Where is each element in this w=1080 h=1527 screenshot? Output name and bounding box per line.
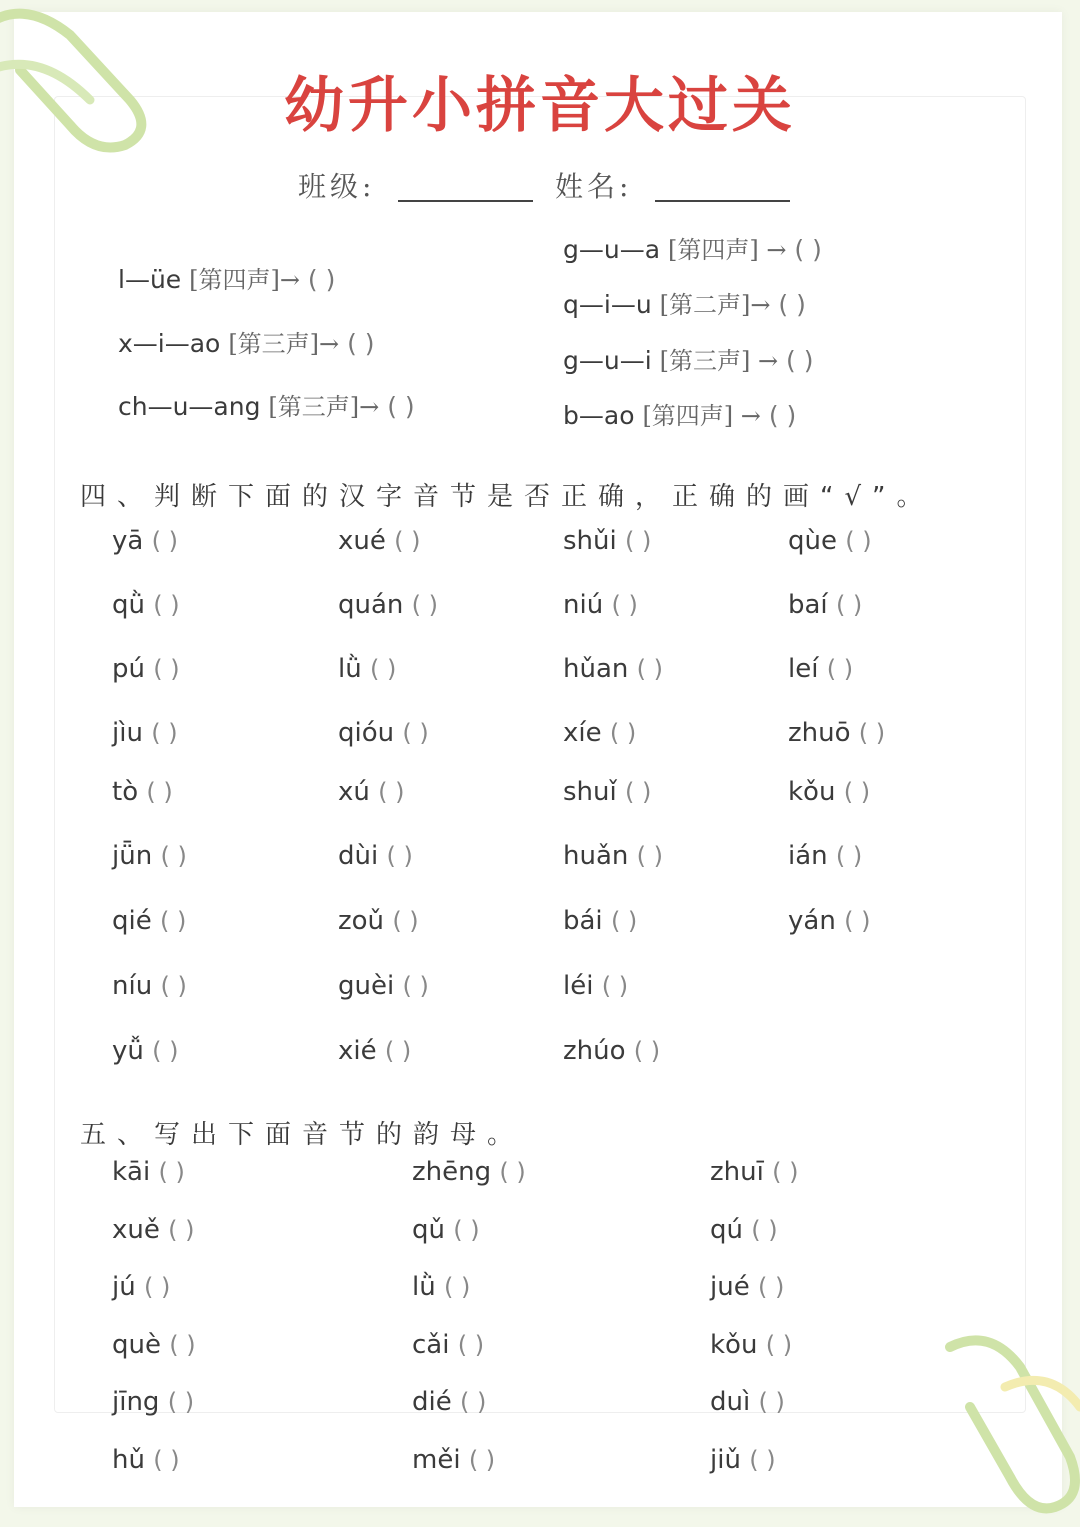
syllable-item	[563, 590, 638, 620]
answer-blank[interactable]: ( )	[844, 907, 871, 935]
name-blank-line	[655, 200, 790, 202]
syllable-item	[112, 906, 186, 936]
syllable-item	[338, 906, 419, 936]
answer-blank[interactable]: ( )	[843, 778, 871, 806]
class-label: 班级:	[298, 170, 376, 203]
answer-blank[interactable]: ( )	[143, 1273, 171, 1301]
syllable-item	[710, 1272, 784, 1302]
syllable-item	[788, 654, 853, 684]
syllable-text: jǖn	[112, 841, 153, 871]
syllable-text: kāi	[112, 1157, 151, 1187]
syllable-item	[710, 1330, 792, 1360]
answer-blank[interactable]: ( )	[636, 842, 663, 870]
spell-item	[118, 387, 415, 422]
answer-blank[interactable]: ( )	[835, 842, 863, 870]
syllable-text: quán	[338, 590, 404, 620]
syllable-text: dié	[412, 1387, 452, 1417]
spell-parts: x—i—ao	[118, 329, 221, 358]
syllable-item	[788, 590, 862, 620]
answer-blank[interactable]: ( )	[835, 591, 863, 619]
syllable-text: niú	[563, 590, 604, 620]
syllable-text: níu	[112, 971, 153, 1001]
answer-blank[interactable]: ( )	[151, 719, 178, 747]
syllable-text: jú	[112, 1272, 136, 1302]
syllable-item	[710, 1215, 778, 1245]
answer-blank[interactable]: ( )	[386, 842, 413, 870]
syllable-item	[112, 526, 178, 556]
syllable-item	[112, 1036, 179, 1066]
syllable-text: shuǐ	[563, 777, 617, 807]
answer-blank[interactable]: ( )	[751, 1216, 778, 1244]
syllable-item	[112, 971, 187, 1001]
answer-blank[interactable]: ( )	[152, 1037, 179, 1065]
spell-parts: g—u—a	[563, 235, 661, 264]
syllable-item	[788, 718, 885, 748]
answer-blank[interactable]: ( )	[402, 972, 429, 1000]
syllable-text: zoǔ	[338, 906, 385, 936]
syllable-item	[563, 841, 663, 871]
answer-blank[interactable]: ( )	[160, 842, 187, 870]
answer-blank[interactable]: ( )	[610, 907, 638, 935]
syllable-item	[710, 1157, 798, 1187]
answer-blank[interactable]: ( )	[160, 972, 187, 1000]
syllable-item	[112, 1157, 185, 1187]
answer-blank[interactable]: ( )	[402, 719, 429, 747]
syllable-item	[412, 1272, 470, 1302]
syllable-item	[412, 1215, 480, 1245]
answer-blank[interactable]: ( )	[369, 655, 397, 683]
syllable-text: qǔ	[412, 1215, 445, 1245]
syllable-text: léi	[563, 971, 594, 1001]
syllable-item	[563, 718, 636, 748]
answer-blank[interactable]: ( )	[153, 591, 180, 619]
syllable-text: jìu	[112, 718, 143, 748]
spell-item	[563, 341, 814, 376]
syllable-text: bái	[563, 906, 603, 936]
syllable-text: xié	[338, 1036, 377, 1066]
syllable-item	[563, 526, 651, 556]
answer-blank[interactable]: ( )	[167, 1388, 195, 1416]
syllable-item	[788, 777, 870, 807]
answer-blank[interactable]: ( )	[499, 1158, 526, 1186]
answer-blank[interactable]: ( )	[625, 527, 652, 555]
answer-blank[interactable]: ( )	[758, 1388, 785, 1416]
answer-blank[interactable]: ( )	[757, 1273, 785, 1301]
answer-blank[interactable]: ( )	[168, 1216, 195, 1244]
tone-label: [第四声] →	[668, 236, 787, 264]
syllable-text: tò	[112, 777, 139, 807]
answer-blank[interactable]: ( )	[772, 1158, 799, 1186]
answer-blank[interactable]: ( )	[392, 907, 419, 935]
syllable-text: qú	[710, 1215, 743, 1245]
syllable-text: xú	[338, 777, 370, 807]
answer-blank[interactable]: ( )	[765, 1331, 793, 1359]
answer-blank[interactable]: ( )	[153, 655, 180, 683]
syllable-text: jīng	[112, 1387, 160, 1417]
answer-blank: ( )	[794, 235, 822, 264]
syllable-item	[412, 1387, 486, 1417]
syllable-text: xíe	[563, 718, 602, 748]
syllable-item	[112, 654, 180, 684]
syllable-item	[338, 777, 405, 807]
syllable-item	[710, 1445, 776, 1475]
answer-blank[interactable]: ( )	[453, 1216, 480, 1244]
syllable-text: cǎi	[412, 1330, 450, 1360]
answer-blank: ( )	[786, 346, 814, 375]
syllable-text: shǔi	[563, 526, 617, 556]
syllable-text: jiǔ	[710, 1445, 741, 1475]
syllable-text: qié	[112, 906, 152, 936]
spell-item	[563, 285, 806, 320]
syllable-item	[338, 971, 429, 1001]
answer-blank: ( )	[768, 401, 797, 430]
syllable-text: qǜ	[112, 590, 145, 620]
syllable-item	[412, 1445, 495, 1475]
syllable-text: huǎn	[563, 841, 629, 871]
answer-blank[interactable]: ( )	[153, 1446, 180, 1474]
syllable-item	[338, 718, 429, 748]
syllable-text: pú	[112, 654, 145, 684]
section-four-heading: 四、判断下面的汉字音节是否正确，正确的画“√”。	[80, 482, 934, 512]
syllable-text: yā	[112, 526, 144, 556]
tone-label: [第四声] →	[642, 402, 761, 430]
tone-label: [第三声]→	[228, 330, 340, 358]
syllable-text: zhuō	[788, 718, 851, 748]
syllable-text: zhēng	[412, 1157, 492, 1187]
answer-blank: ( )	[778, 290, 806, 319]
syllable-item	[112, 1215, 195, 1245]
page-title: 幼升小拼音大过关	[284, 71, 796, 141]
syllable-item	[563, 971, 628, 1001]
syllable-text: baí	[788, 590, 828, 620]
syllable-text: qióu	[338, 718, 395, 748]
syllable-item	[112, 1387, 194, 1417]
answer-blank[interactable]: ( )	[457, 1331, 485, 1359]
spell-parts: q—i—u	[563, 290, 652, 319]
spell-item	[563, 230, 822, 265]
syllable-item	[112, 718, 178, 748]
syllable-text: lǜ	[338, 654, 362, 684]
syllable-text: guèi	[338, 971, 395, 1001]
answer-blank: ( )	[387, 392, 415, 421]
syllable-item	[338, 590, 438, 620]
answer-blank[interactable]: ( )	[633, 1037, 661, 1065]
answer-blank[interactable]: ( )	[609, 719, 637, 747]
syllable-item	[788, 526, 872, 556]
syllable-item	[112, 1330, 196, 1360]
syllable-item	[788, 906, 870, 936]
syllable-text: kǒu	[710, 1330, 758, 1360]
syllable-text: yán	[788, 906, 836, 936]
answer-blank[interactable]: ( )	[636, 655, 663, 683]
syllable-item	[112, 1445, 180, 1475]
syllable-text: zhuī	[710, 1157, 764, 1187]
syllable-text: zhúo	[563, 1036, 626, 1066]
syllable-item	[112, 1272, 170, 1302]
answer-blank[interactable]: ( )	[611, 591, 638, 619]
answer-blank[interactable]: ( )	[384, 1037, 412, 1065]
syllable-text: xué	[338, 526, 386, 556]
spell-parts: b—ao	[563, 401, 635, 430]
syllable-item	[563, 1036, 660, 1066]
syllable-text: ián	[788, 841, 828, 871]
syllable-item	[338, 1036, 411, 1066]
spell-item	[563, 396, 796, 431]
answer-blank[interactable]: ( )	[625, 778, 652, 806]
name-label: 姓名:	[555, 170, 633, 203]
answer-blank[interactable]: ( )	[169, 1331, 196, 1359]
syllable-item	[112, 841, 187, 871]
answer-blank[interactable]: ( )	[443, 1273, 471, 1301]
tone-label: [第三声]→	[268, 393, 380, 421]
syllable-item	[412, 1330, 484, 1360]
spell-parts: ch—u—ang	[118, 392, 261, 421]
class-blank-line	[398, 200, 533, 202]
spell-parts: g—u—i	[563, 346, 652, 375]
answer-blank[interactable]: ( )	[749, 1446, 776, 1474]
answer-blank[interactable]: ( )	[158, 1158, 185, 1186]
syllable-text: hǔ	[112, 1445, 145, 1475]
answer-blank[interactable]: ( )	[858, 719, 886, 747]
answer-blank[interactable]: ( )	[601, 972, 629, 1000]
syllable-item	[563, 906, 637, 936]
answer-blank[interactable]: ( )	[160, 907, 187, 935]
answer-blank[interactable]: ( )	[826, 655, 854, 683]
answer-blank[interactable]: ( )	[411, 591, 439, 619]
answer-blank[interactable]: ( )	[151, 527, 178, 555]
syllable-item	[710, 1387, 785, 1417]
spell-item	[118, 260, 335, 295]
syllable-item	[563, 654, 663, 684]
syllable-text: hǔan	[563, 654, 629, 684]
answer-blank[interactable]: ( )	[468, 1446, 496, 1474]
tone-label: [第三声] →	[659, 347, 779, 375]
answer-blank: ( )	[307, 265, 336, 294]
answer-blank: ( )	[347, 329, 375, 358]
answer-blank[interactable]: ( )	[845, 527, 872, 555]
syllable-text: jué	[710, 1272, 750, 1302]
tone-label: [第四声]→	[189, 266, 300, 294]
syllable-text: měi	[412, 1445, 461, 1475]
syllable-text: yǚ	[112, 1036, 144, 1066]
syllable-item	[112, 590, 180, 620]
syllable-text: què	[112, 1330, 161, 1360]
syllable-item	[563, 777, 651, 807]
answer-blank[interactable]: ( )	[146, 778, 173, 806]
answer-blank[interactable]: ( )	[460, 1388, 487, 1416]
syllable-text: leí	[788, 654, 819, 684]
tone-label: [第二声]→	[659, 291, 771, 319]
syllable-item	[788, 841, 862, 871]
syllable-text: lǜ	[412, 1272, 436, 1302]
spell-item	[118, 324, 375, 359]
syllable-item	[112, 777, 173, 807]
answer-blank[interactable]: ( )	[394, 527, 421, 555]
syllable-item	[338, 654, 396, 684]
syllable-text: duì	[710, 1387, 751, 1417]
section-five-heading: 五、写出下面音节的韵母。	[80, 1120, 525, 1150]
answer-blank[interactable]: ( )	[378, 778, 405, 806]
syllable-item	[338, 526, 421, 556]
syllable-item	[412, 1157, 526, 1187]
syllable-text: kǒu	[788, 777, 836, 807]
syllable-text: qùe	[788, 526, 837, 556]
syllable-item	[338, 841, 413, 871]
syllable-text: xuě	[112, 1215, 160, 1245]
spell-parts: l—üe	[118, 265, 182, 294]
syllable-text: dùi	[338, 841, 379, 871]
